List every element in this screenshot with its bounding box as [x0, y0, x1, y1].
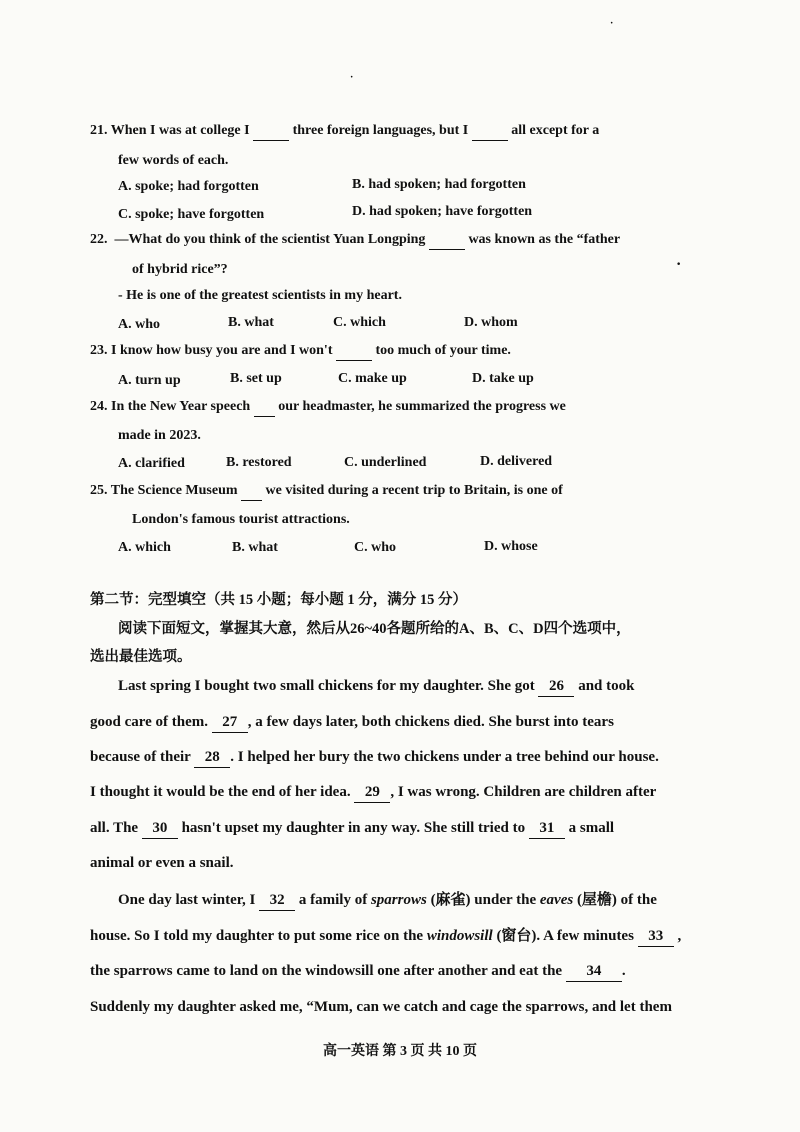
- passage-line: One day last winter, I 32 a family of sparrows (麻雀) under the eaves (屋檐) of the: [118, 890, 657, 911]
- q25-stem: 25. The Science Museum we visited during a recent trip to Britain, is one of: [90, 482, 563, 501]
- answer-blank[interactable]: [241, 482, 262, 501]
- q23-option-a: A. turn up: [118, 373, 181, 388]
- q22-stem: 22. —What do you think of the scientist Yuan Longping was known as the “father: [90, 231, 620, 250]
- q24-option-c: C. underlined: [344, 455, 427, 470]
- blank-31[interactable]: 31: [529, 818, 565, 839]
- blank-27[interactable]: 27: [212, 712, 248, 733]
- q22-option-b: B. what: [228, 315, 274, 330]
- passage-line: good care of them. 27 , a few days later, both chickens died. She burst into tears: [90, 712, 614, 733]
- passage-line: because of their 28 . I helped her bury the two chickens under a tree behind our house.: [90, 747, 659, 768]
- passage-line: animal or even a snail.: [90, 855, 234, 871]
- q23-option-c: C. make up: [338, 371, 407, 386]
- q23-option-b: B. set up: [230, 371, 282, 386]
- section-instruction-cont: 选出最佳选项。: [90, 649, 192, 665]
- q21-option-b: B. had spoken; had forgotten: [352, 177, 526, 192]
- blank-30[interactable]: 30: [142, 818, 178, 839]
- q22-option-a: A. who: [118, 317, 161, 332]
- passage-line: the sparrows came to land on the windowsill one after another and eat the 34 .: [90, 961, 626, 982]
- q24-stem: 24. In the New Year speech our headmaster, he summarized the progress we: [90, 398, 566, 417]
- q25-stem-line2: London's famous tourist attractions.: [132, 512, 350, 527]
- blank-32[interactable]: 32: [259, 890, 295, 911]
- blank-34[interactable]: 34: [566, 961, 622, 982]
- scan-mark: ·: [610, 18, 614, 29]
- q24-option-b: B. restored: [226, 455, 292, 470]
- blank-28[interactable]: 28: [194, 747, 230, 768]
- answer-blank[interactable]: [472, 122, 508, 141]
- blank-33[interactable]: 33: [638, 926, 674, 947]
- answer-blank[interactable]: [336, 342, 372, 361]
- q21-option-c: C. spoke; have forgotten: [118, 207, 265, 222]
- q24-option-d: D. delivered: [480, 454, 553, 469]
- passage-line: house. So I told my daughter to put some rice on the windowsill (窗台). A few minutes 33 ,: [90, 926, 681, 947]
- q25-option-d: D. whose: [484, 539, 538, 554]
- q25-option-c: C. who: [354, 540, 397, 555]
- passage-line: Suddenly my daughter asked me, “Mum, can we catch and cage the sparrows, and let them: [90, 999, 672, 1015]
- q23-option-d: D. take up: [472, 371, 534, 386]
- answer-blank[interactable]: [429, 231, 465, 250]
- passage-line: all. The 30 hasn't upset my daughter in any way. She still tried to 31 a small: [90, 818, 614, 839]
- page-footer: 高一英语 第 3 页 共 10 页: [323, 1044, 477, 1059]
- q22-stem-line2: of hybrid rice”?: [132, 262, 228, 277]
- q24-option-a: A. clarified: [118, 456, 185, 471]
- section-title: 第二节：完型填空（共 15 小题；每小题 1 分，满分 15 分）: [90, 592, 467, 608]
- scan-mark: ·: [350, 72, 354, 83]
- q21-stem-line2: few words of each.: [118, 153, 229, 168]
- answer-blank[interactable]: [254, 398, 275, 417]
- passage-line: Last spring I bought two small chickens for my daughter. She got 26 and took: [118, 676, 635, 697]
- q22-option-c: C. which: [333, 315, 386, 330]
- scan-mark: ·: [676, 256, 682, 273]
- blank-29[interactable]: 29: [354, 782, 390, 803]
- passage-line: I thought it would be the end of her idea. 29 , I was wrong. Children are children after: [90, 782, 656, 803]
- q25-option-a: A. which: [118, 540, 171, 555]
- q22-option-d: D. whom: [464, 315, 518, 330]
- q21-option-a: A. spoke; had forgotten: [118, 179, 259, 194]
- q23-stem: 23. I know how busy you are and I won't too much of your time.: [90, 342, 511, 361]
- q22-reply: - He is one of the greatest scientists in my heart.: [118, 288, 402, 303]
- q25-option-b: B. what: [232, 540, 278, 555]
- q21-option-d: D. had spoken; have forgotten: [352, 204, 533, 219]
- q21-stem: 21. When I was at college I three foreign languages, but I all except for a: [90, 122, 599, 141]
- answer-blank[interactable]: [253, 122, 289, 141]
- q24-stem-line2: made in 2023.: [118, 428, 201, 443]
- section-instruction: 阅读下面短文，掌握其大意，然后从26~40各题所给的A、B、C、D四个选项中，: [118, 621, 631, 637]
- blank-26[interactable]: 26: [538, 676, 574, 697]
